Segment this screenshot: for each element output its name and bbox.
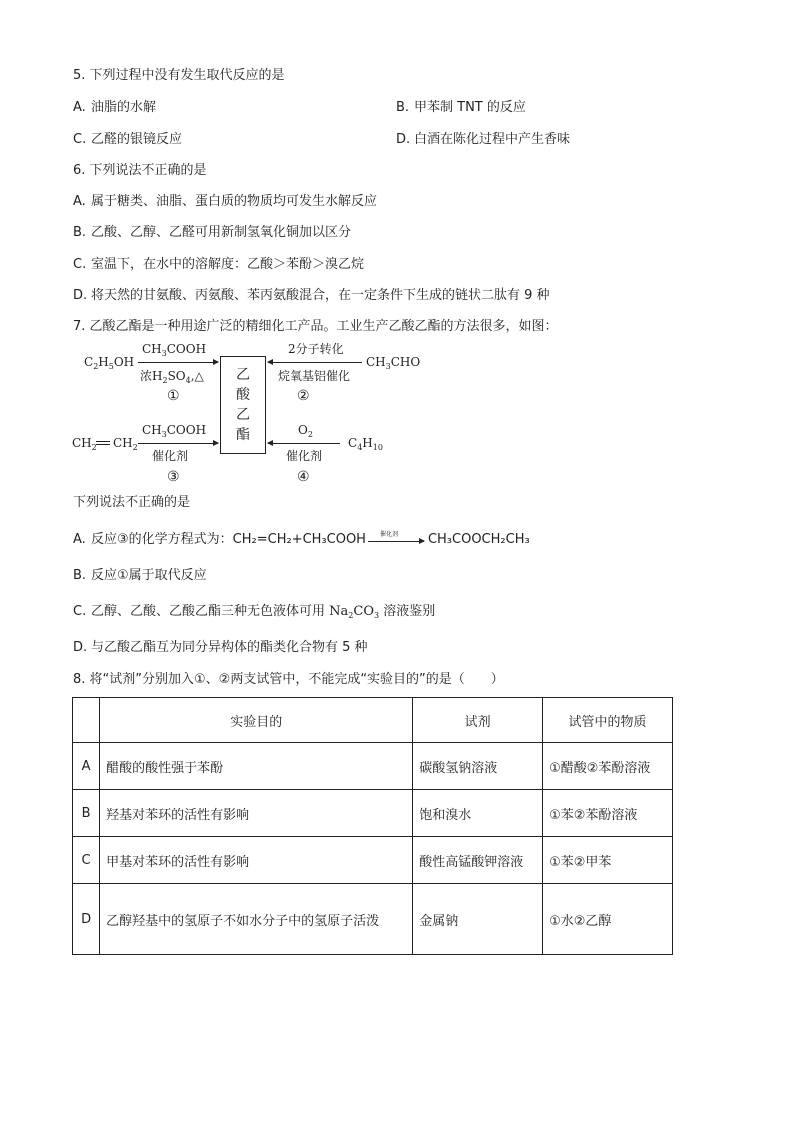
purpose-cell: 甲基对苯环的活性有影响 (100, 837, 413, 884)
row-label: C (73, 837, 100, 884)
purpose-cell: 羟基对苯环的活性有影响 (100, 790, 413, 837)
option-text: 乙醛的银镜反应 (91, 132, 183, 147)
r4-below: 催化剂 (286, 449, 323, 463)
reagent-cell: 饱和溴水 (413, 790, 543, 837)
q6-option-a[interactable] (73, 193, 377, 211)
q5-option-c[interactable] (73, 131, 182, 149)
r2-number: ② (297, 388, 310, 404)
option-text: 白酒在陈化过程中产生香味 (414, 132, 571, 147)
box-char: 乙 (236, 367, 250, 383)
box-char: 酯 (236, 427, 250, 443)
option-label: D. (396, 132, 411, 147)
double-bond (96, 441, 110, 445)
q7-option-c[interactable] (73, 603, 435, 625)
equation-left: CH₂=CH₂+CH₃COOH (232, 532, 366, 547)
r1-below: 浓$H_2SO_4,\triangle$ (140, 369, 204, 385)
experiment-table (72, 697, 673, 955)
reagent-cell: 碳酸氢钠溶液 (413, 743, 543, 790)
option-text: 将天然的甘氨酸、丙氨酸、苯丙氨酸混合，在一定条件下生成的链状二肽有 9 种 (91, 288, 550, 303)
q7-option-d[interactable] (73, 639, 368, 657)
substance-cell: ①醋酸②苯酚溶液 (543, 743, 673, 790)
r1-arrow (138, 362, 218, 363)
r4-arrow (268, 443, 340, 444)
q5-option-b[interactable] (396, 99, 526, 117)
option-text: 与乙酸乙酯互为同分异构体的酯类化合物有 5 种 (91, 640, 368, 655)
purpose-cell: 乙醇羟基中的氢原子不如水分子中的氢原子活泼 (100, 884, 413, 955)
option-text: 乙酸、乙醇、乙醛可用新制氢氧化铜加以区分 (91, 225, 352, 240)
option-label: D. (73, 640, 88, 655)
option-text: 反应①属于取代反应 (91, 568, 207, 583)
r3-above: $CH_3COOH$ (142, 423, 207, 439)
q5-option-a[interactable] (73, 99, 156, 117)
r2-arrow (268, 362, 362, 363)
q8-stem: 8. 将“试剂”分别加入①、②两支试管中，不能完成“实验目的”的是（ ） (73, 672, 504, 687)
q6-option-c[interactable] (73, 256, 364, 274)
reagent-cell: 金属钠 (413, 884, 543, 955)
q5-option-d[interactable] (396, 131, 570, 149)
q6-option-d[interactable] (73, 287, 550, 305)
r2-reactant: $CH_3CHO$ (366, 355, 421, 371)
header-cell: 实验目的 (100, 698, 413, 743)
r2-below: 烷氧基铝催化 (278, 369, 351, 383)
equation-right: CH₃COOCH₂CH₃ (427, 532, 530, 547)
q6-option-b[interactable] (73, 224, 351, 242)
option-label: B. (73, 568, 87, 583)
r3-reactant: $CH_2$ (72, 436, 97, 452)
option-label: B. (73, 225, 87, 240)
r4-number: ④ (297, 469, 310, 485)
q5-stem: 5. 下列过程中没有发生取代反应的是 (73, 68, 285, 83)
r3-arrow (138, 443, 218, 444)
row-label: D (73, 884, 100, 955)
r4-reactant: $C_4H_{10}$ (348, 436, 383, 452)
option-text: 乙醇、乙酸、乙酸乙酯三种无色液体可用 (91, 604, 330, 619)
r3-reactant-b: $CH_2$ (113, 436, 138, 452)
substance-cell: ①苯②甲苯 (543, 837, 673, 884)
q7-option-b[interactable] (73, 567, 207, 585)
box-char: 乙 (236, 407, 250, 423)
r1-above: $CH_3COOH$ (142, 342, 207, 358)
reaction-diagram (70, 338, 430, 488)
catalyst-label: 催化剂 (379, 530, 398, 538)
option-text: 属于糖类、油脂、蛋白质的物质均可发生水解反应 (91, 194, 378, 209)
formula: $Na_2CO_3$ (329, 604, 380, 620)
table-header-row (73, 698, 673, 743)
option-text: 甲苯制 TNT 的反应 (414, 100, 526, 115)
row-label: B (73, 790, 100, 837)
substance-cell: ①苯②苯酚溶液 (543, 790, 673, 837)
table-row[interactable] (73, 884, 673, 955)
option-text: 反应③的化学方程式为： (91, 532, 233, 547)
option-label: C. (73, 257, 87, 272)
option-text: 室温下，在水中的溶解度：乙酸＞苯酚＞溴乙烷 (91, 257, 365, 272)
option-label: B. (396, 100, 410, 115)
table-row[interactable] (73, 790, 673, 837)
q7-sub-stem: 下列说法不正确的是 (73, 495, 191, 510)
table-row[interactable] (73, 743, 673, 790)
option-text-post: 溶液鉴别 (379, 604, 436, 619)
q7-option-a[interactable] (73, 531, 530, 549)
option-label: A. (73, 532, 86, 547)
r1-reactant: $C_2H_5OH$ (84, 355, 135, 371)
option-label: C. (73, 132, 87, 147)
r3-number: ③ (167, 469, 180, 485)
q7-stem: 7. 乙酸乙酯是一种用途广泛的精细化工产品。工业生产乙酸乙酯的方法很多，如图： (73, 319, 558, 334)
box-char: 酸 (236, 387, 250, 403)
header-cell (73, 698, 100, 743)
option-label: D. (73, 288, 88, 303)
r4-above: $O_2$ (298, 423, 313, 439)
substance-cell: ①水②乙醇 (543, 884, 673, 955)
purpose-cell: 醋酸的酸性强于苯酚 (100, 743, 413, 790)
r1-number: ① (167, 388, 180, 404)
option-label: A. (73, 100, 86, 115)
r3-below: 催化剂 (152, 449, 189, 463)
header-cell: 试管中的物质 (543, 698, 673, 743)
catalyst-arrow (366, 530, 428, 546)
option-label: A. (73, 194, 86, 209)
option-label: C. (73, 604, 87, 619)
header-cell: 试剂 (413, 698, 543, 743)
reagent-cell: 酸性高锰酸钾溶液 (413, 837, 543, 884)
r2-above: 2分子转化 (288, 342, 344, 356)
row-label: A (73, 743, 100, 790)
ethyl-acetate-box (220, 356, 266, 454)
table-row[interactable] (73, 837, 673, 884)
option-text: 油脂的水解 (91, 100, 157, 115)
q6-stem: 6. 下列说法不正确的是 (73, 163, 207, 178)
